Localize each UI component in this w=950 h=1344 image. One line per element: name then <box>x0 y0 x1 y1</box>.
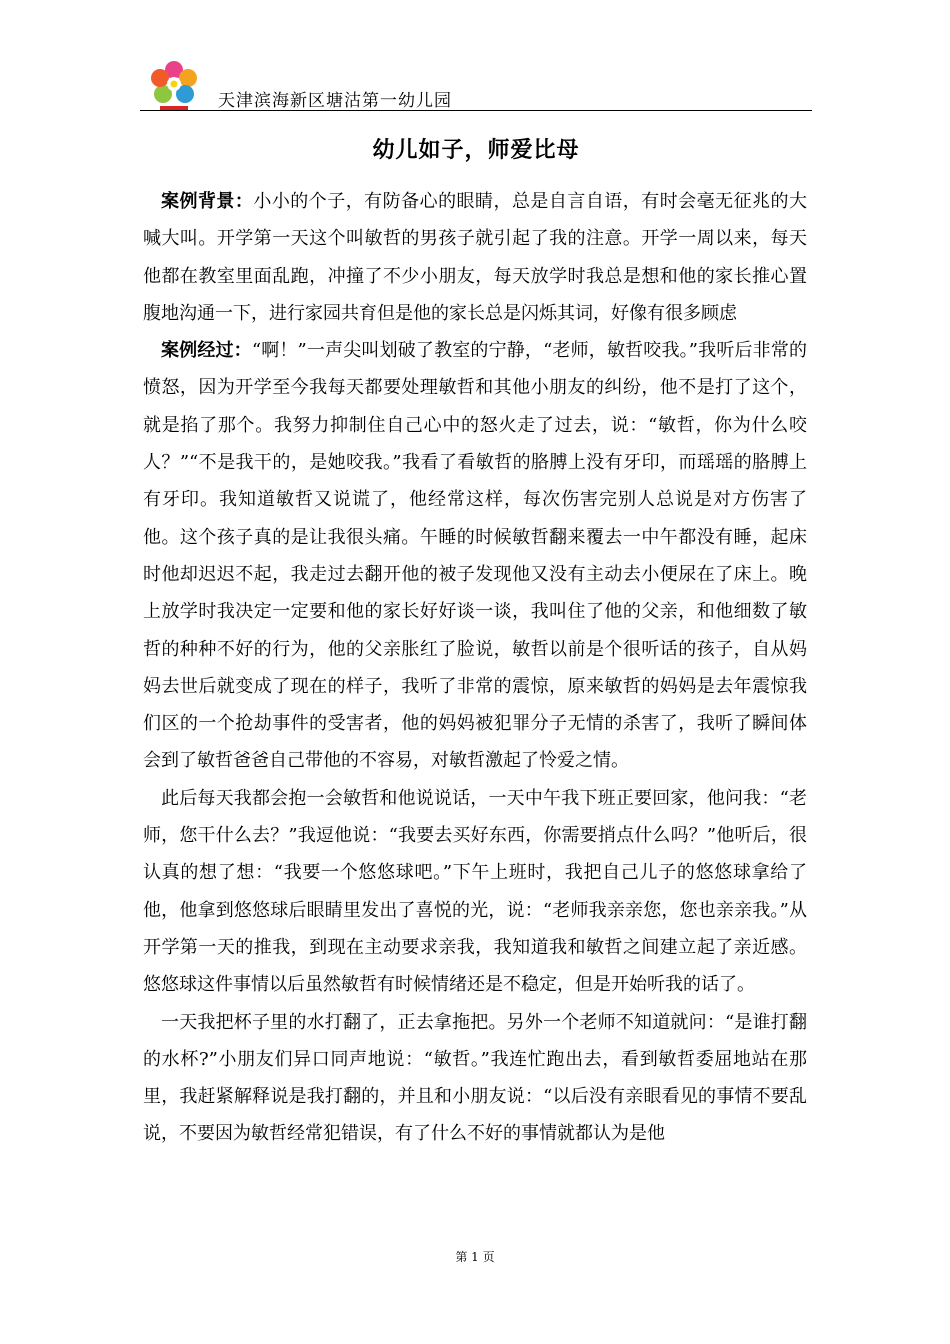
paragraph-case-process <box>143 332 807 780</box>
section-label-process: 案例经过： <box>161 340 252 362</box>
document-title: 幼儿如子，师爱比母 <box>372 138 580 163</box>
paragraph-text: “啊！”一声尖叫划破了教室的宁静，“老师，敏哲咬我。”我听后非常的愤怒，因为开学至今我每天都要处理敏哲和其他小朋友的纠纷，他不是打了这个，就是掐了那个。我努力抑制住自己心中的怒火走了过去，说：“敏哲，你为什么咬人？”“不是我干的，是她咬我。”我看了看敏哲的胳膊上没有牙印，而瑶瑶的胳膊上有牙印。我知道敏哲又说谎了，他经常这样，每次伤害完别人总说是对方伤害了他。这个孩子真的是让我很头痛。午睡的时候敏哲翻来覆去一中午都没有睡，起床时他却迟迟不起，我走过去翻开他的被子发现他又没有主动去小便尿在了床上。晚上放学时我决定一定要和他的家长好好谈一谈，我叫住了他的父亲，和他细数了敏哲的种种不好的行为，他的父亲胀红了脸说，敏哲以前是个很听话的孩子，自从妈妈去世后就变成了现在的样子，我听了非常的震惊，原来敏哲的妈妈是去年震惊我们区的一个抢劫事件的受害者，他的妈妈被犯罪分子无情的杀害了，我听了瞬间体会到了敏哲爸爸自己带他的不容易，对敏哲激起了怜爱之情。 <box>143 340 808 772</box>
page-number: 第 1 页 <box>455 1250 495 1264</box>
school-name: 天津滨海新区塘沽第一幼儿园 <box>218 91 452 111</box>
kindergarten-flower-logo-icon <box>146 58 202 114</box>
paragraph-text: 此后每天我都会抱一会敏哲和他说说话，一天中午我下班正要回家，他问我：“老师，您干什么去？”我逗他说：“我要去买好东西，你需要捎点什么吗？”他听后，很认真的想了想：“我要一个悠悠球吧。”下午上班时，我把自己儿子的悠悠球拿给了他，他拿到悠悠球后眼睛里发出了喜悦的光，说：“老师我亲亲您，您也亲亲我。”从开学第一天的推我，到现在主动要求亲我，我知道我和敏哲之间建立起了亲近感。悠悠球这件事情以后虽然敏哲有时候情绪还是不稳定，但是开始听我的话了。 <box>143 787 807 996</box>
section-label-background: 案例背景： <box>161 191 254 212</box>
paragraph-water-cup <box>143 1004 807 1153</box>
paragraph-yoyo <box>143 780 807 1004</box>
document-body <box>143 183 807 1153</box>
page-header <box>140 56 812 112</box>
paragraph-text: 一天我把杯子里的水打翻了，正去拿拖把。另外一个老师不知道就问：“是谁打翻的水杯?”小朋友们异口同声地说：“敏哲。”我连忙跑出去，看到敏哲委屈地站在那里，我赶紧解释说是我打翻的，并且和小朋友说：“以后没有亲眼看见的事情不要乱说，不要因为敏哲经常犯错误，有了什么不好的事情就都认为是他 <box>143 1011 807 1145</box>
paragraph-text: 小小的个子，有防备心的眼睛，总是自言自语，有时会毫无征兆的大喊大叫。开学第一天这个叫敏哲的男孩子就引起了我的注意。开学一周以来，每天他都在教室里面乱跑，冲撞了不少小朋友，每天放学时我总是想和他的家长推心置腹地沟通一下，进行家园共育但是他的家长总是闪烁其词，好像有很多顾虑 <box>143 191 808 324</box>
paragraph-case-background <box>143 183 807 332</box>
header-divider <box>140 110 812 111</box>
